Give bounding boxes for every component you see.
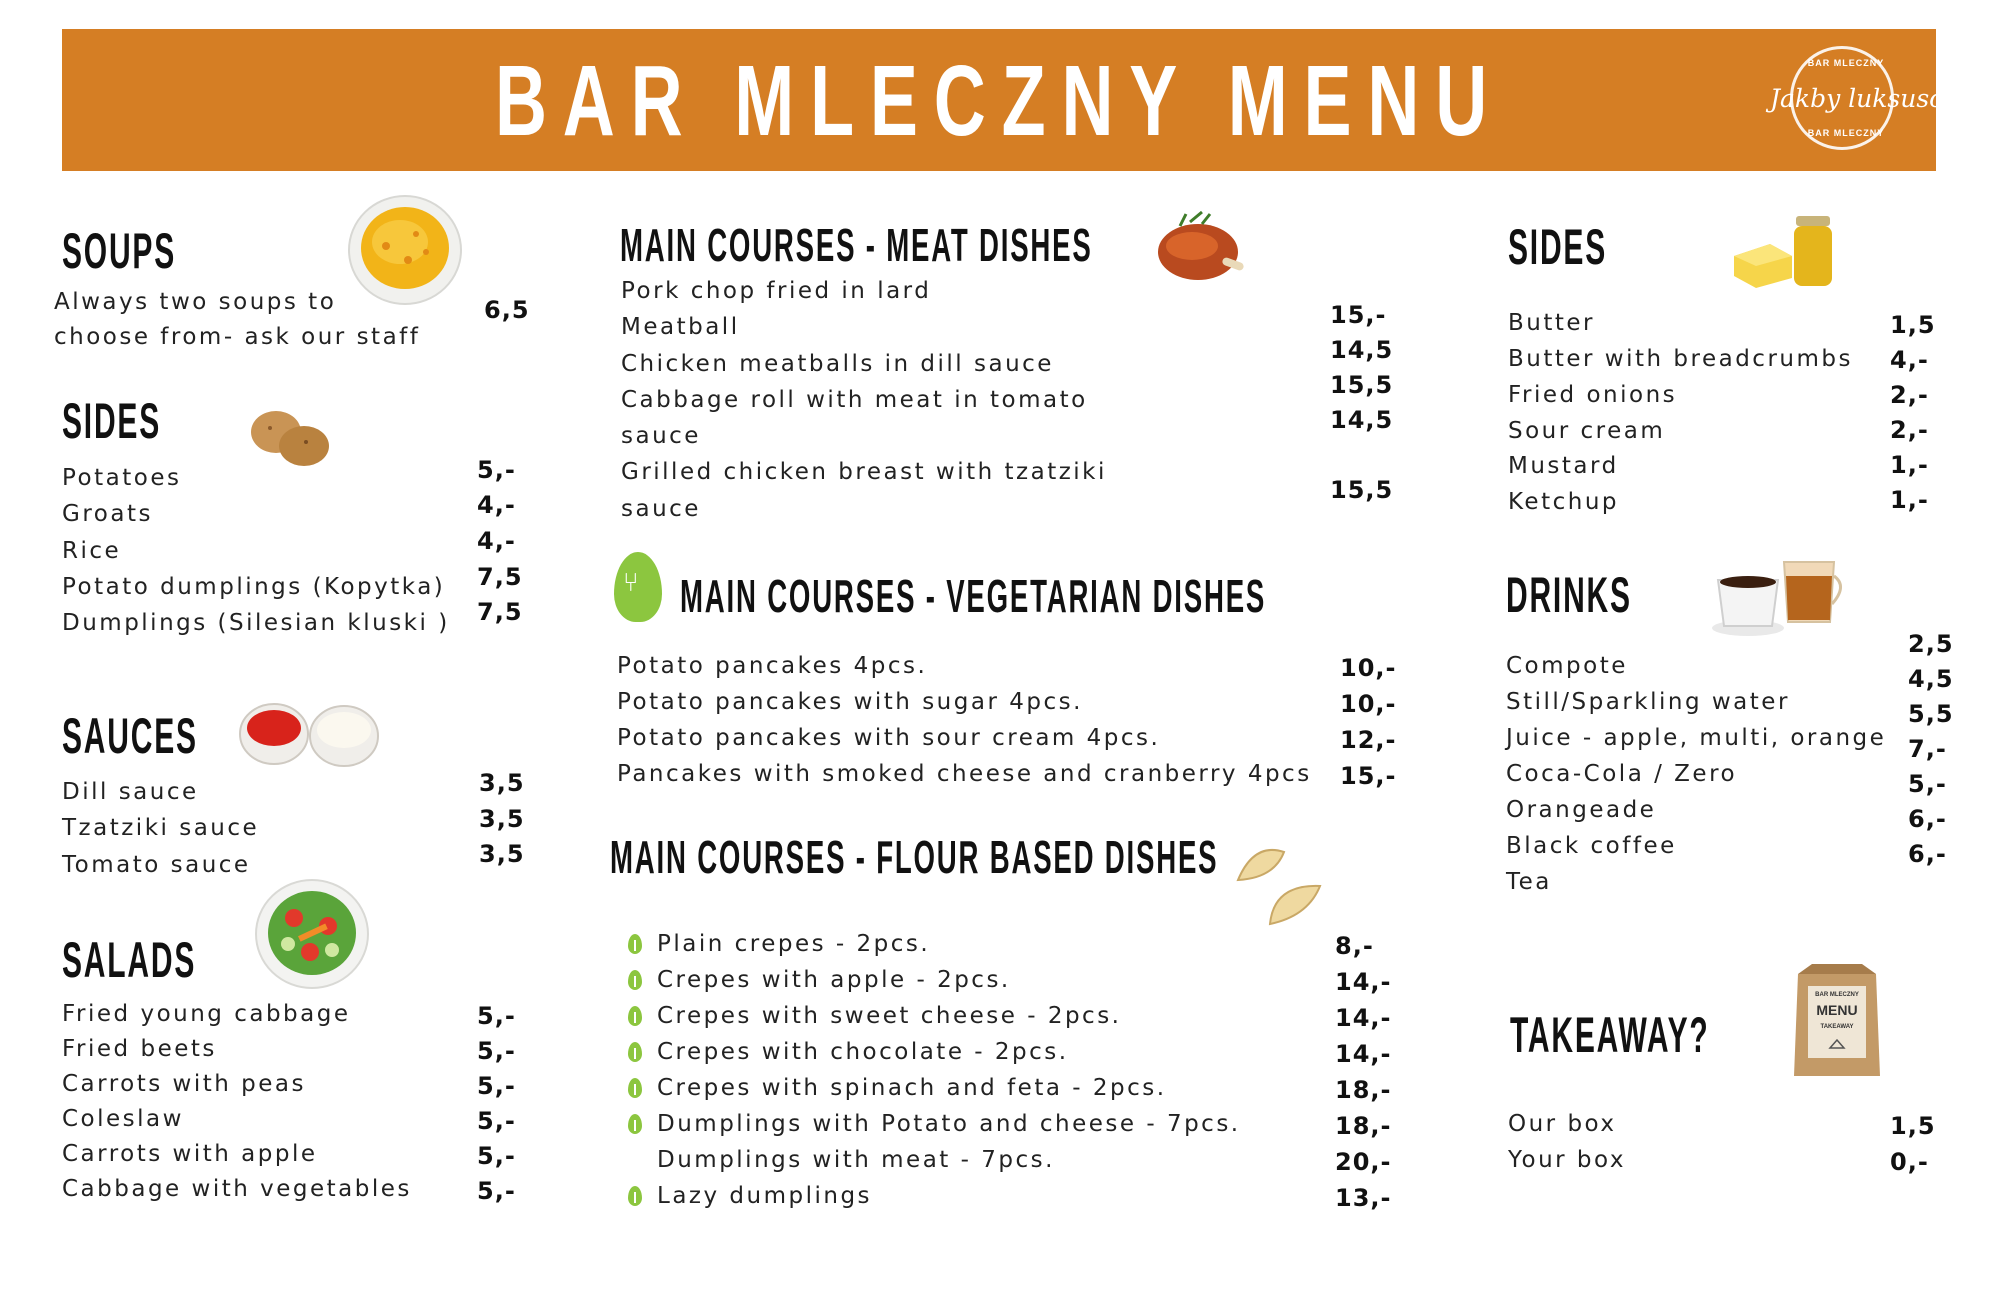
list-item-price: 5,- xyxy=(477,1072,516,1100)
list-item-price: 2,5 xyxy=(1908,630,1954,658)
list-item-price: 4,- xyxy=(477,491,516,519)
sauces-heading: SAUCES xyxy=(62,708,198,764)
list-item-price: 14,- xyxy=(1335,1040,1392,1068)
list-item: Our box xyxy=(1508,1111,1617,1137)
list-item: Crepes with sweet cheese - 2pcs. xyxy=(657,1003,1122,1029)
list-item-price: 6,- xyxy=(1908,805,1947,833)
sides-right-heading: SIDES xyxy=(1508,219,1608,275)
list-item: Lazy dumplings xyxy=(657,1183,873,1209)
list-item-price: 5,- xyxy=(477,1037,516,1065)
list-item: Potatoes xyxy=(62,465,182,491)
list-item: Potato pancakes with sugar 4pcs. xyxy=(617,689,1083,715)
flour-heading: MAIN COURSES - FLOUR BASED DISHES xyxy=(610,831,1219,883)
header-banner xyxy=(62,29,1981,171)
logo-top-text: BAR MLECZNY xyxy=(1807,58,1885,68)
list-item-price: 14,- xyxy=(1335,1004,1392,1032)
list-item: Fried beets xyxy=(62,1036,217,1062)
list-item: Crepes with apple - 2pcs. xyxy=(657,967,1011,993)
coffee-tea-cups-icon xyxy=(1710,552,1850,642)
soups-note-line-1: Always two soups to xyxy=(54,289,337,315)
list-item-price: 5,- xyxy=(477,1177,516,1205)
vegetarian-leaf-icon xyxy=(628,1186,642,1206)
list-item: Coleslaw xyxy=(62,1106,184,1132)
soups-heading: SOUPS xyxy=(62,223,177,279)
bag-label-takeaway: TAKEAWAY xyxy=(1820,1024,1854,1030)
list-item-price: 14,5 xyxy=(1330,336,1394,364)
list-item-price: 18,- xyxy=(1335,1076,1392,1104)
list-item-price: 7,5 xyxy=(477,598,523,626)
list-item-price: 7,5 xyxy=(477,563,523,591)
list-item: Juice - apple, multi, orange xyxy=(1506,725,1887,751)
list-item: Plain crepes - 2pcs. xyxy=(657,931,931,957)
salad-bowl-icon xyxy=(254,878,370,990)
vegetarian-leaf-icon xyxy=(628,1006,642,1026)
list-item: Still/Sparkling water xyxy=(1506,689,1790,715)
list-item-price: 20,- xyxy=(1335,1148,1392,1176)
vegetarian-leaf-icon xyxy=(628,934,642,954)
list-item-price: 18,- xyxy=(1335,1112,1392,1140)
soup-bowl-icon xyxy=(346,194,464,306)
list-item: Rice xyxy=(62,538,122,564)
sides-left-heading: SIDES xyxy=(62,393,162,449)
list-item: Groats xyxy=(62,501,153,527)
list-item: Dill sauce xyxy=(62,779,199,805)
list-item: Black coffee xyxy=(1506,833,1677,859)
list-item-price: 3,5 xyxy=(479,769,525,797)
list-item-price: 1,- xyxy=(1890,451,1929,479)
list-item-continuation: sauce xyxy=(621,423,701,449)
butter-mustard-icon xyxy=(1730,210,1838,290)
paper-bag-shape xyxy=(1792,962,1882,1080)
list-item: Your box xyxy=(1508,1147,1626,1173)
pierogi-icon xyxy=(1234,838,1326,930)
vegetarian-leaf-icon xyxy=(628,1042,642,1062)
list-item: Fried onions xyxy=(1508,382,1678,408)
list-item-price: 1,5 xyxy=(1890,311,1936,339)
list-item-price: 4,- xyxy=(1890,346,1929,374)
list-item: Cabbage roll with meat in tomato xyxy=(621,387,1088,413)
soups-note-line-2: choose from- ask our staff xyxy=(54,324,421,350)
list-item-price: 10,- xyxy=(1340,690,1397,718)
list-item-price: 14,5 xyxy=(1330,406,1394,434)
list-item-price: 1,5 xyxy=(1890,1112,1936,1140)
list-item-price: 13,- xyxy=(1335,1184,1392,1212)
list-item: Crepes with spinach and feta - 2pcs. xyxy=(657,1075,1167,1101)
list-item: Butter with breadcrumbs xyxy=(1508,346,1853,372)
list-item: Potato dumplings (Kopytka) xyxy=(62,574,446,600)
list-item-price: 5,- xyxy=(1908,770,1947,798)
list-item: Compote xyxy=(1506,653,1628,679)
list-item: Carrots with peas xyxy=(62,1071,306,1097)
chicken-leg-icon xyxy=(1150,210,1250,286)
list-item: Mustard xyxy=(1508,453,1619,479)
list-item-price: 5,- xyxy=(477,1142,516,1170)
vegetarian-heading: MAIN COURSES - VEGETARIAN DISHES xyxy=(680,570,1267,622)
list-item-price: 14,- xyxy=(1335,968,1392,996)
vegetarian-leaf-icon xyxy=(628,1114,642,1134)
list-item: Cabbage with vegetables xyxy=(62,1176,412,1202)
list-item-price: 0,- xyxy=(1890,1148,1929,1176)
list-item: Potato pancakes with sour cream 4pcs. xyxy=(617,725,1161,751)
list-item-price: 15,- xyxy=(1340,762,1397,790)
list-item-price: 5,- xyxy=(477,1002,516,1030)
list-item: Ketchup xyxy=(1508,489,1620,515)
list-item: Tomato sauce xyxy=(62,852,251,878)
list-item-price: 10,- xyxy=(1340,654,1397,682)
list-item-price: 15,5 xyxy=(1330,476,1394,504)
salads-heading: SALADS xyxy=(62,932,197,988)
list-item-price: 15,5 xyxy=(1330,371,1394,399)
vegetarian-leaf-icon xyxy=(628,970,642,990)
list-item: Crepes with chocolate - 2pcs. xyxy=(657,1039,1069,1065)
list-item: Meatball xyxy=(621,314,740,340)
vegetarian-leaf-icon xyxy=(614,552,662,622)
list-item: Tzatziki sauce xyxy=(62,815,260,841)
list-item-price: 1,- xyxy=(1890,486,1929,514)
list-item-price: 8,- xyxy=(1335,932,1374,960)
list-item-price: 12,- xyxy=(1340,726,1397,754)
bag-label-top: BAR MLECZNY xyxy=(1815,992,1859,998)
list-item-price: 4,- xyxy=(477,527,516,555)
list-item: Dumplings with Potato and cheese - 7pcs. xyxy=(657,1111,1241,1137)
list-item: Orangeade xyxy=(1506,797,1657,823)
list-item-price: 2,- xyxy=(1890,381,1929,409)
list-item: Butter xyxy=(1508,310,1595,336)
potatoes-icon xyxy=(246,400,332,472)
list-item: Grilled chicken breast with tzatziki xyxy=(621,459,1107,485)
soups-price: 6,5 xyxy=(484,296,530,324)
list-item-price: 6,- xyxy=(1908,840,1947,868)
list-item: Carrots with apple xyxy=(62,1141,318,1167)
meat-heading: MAIN COURSES - MEAT DISHES xyxy=(620,219,1093,271)
list-item: Dumplings (Silesian kluski ) xyxy=(62,610,450,636)
list-item: Dumplings with meat - 7pcs. xyxy=(657,1147,1055,1173)
sauce-bowls-icon xyxy=(238,694,382,768)
list-item: Pork chop fried in lard xyxy=(621,278,932,304)
list-item: Tea xyxy=(1506,869,1552,895)
menu-title: BAR MLECZNY MENU xyxy=(494,45,1504,157)
restaurant-logo xyxy=(1770,46,1981,152)
list-item: Potato pancakes 4pcs. xyxy=(617,653,928,679)
list-item-price: 4,5 xyxy=(1908,665,1954,693)
list-item: Fried young cabbage xyxy=(62,1001,351,1027)
takeaway-heading: TAKEAWAY? xyxy=(1510,1007,1710,1063)
logo-script-text: Jakby luksusowo xyxy=(1770,84,1981,113)
list-item-price: 3,5 xyxy=(479,840,525,868)
list-item-continuation: sauce xyxy=(621,496,701,522)
logo-bottom-text: BAR MLECZNY xyxy=(1807,128,1885,138)
vegetarian-leaf-icon xyxy=(628,1078,642,1098)
list-item-price: 5,5 xyxy=(1908,700,1954,728)
list-item-price: 5,- xyxy=(477,1107,516,1135)
list-item-price: 5,- xyxy=(477,456,516,484)
bag-label-menu: MENU xyxy=(1816,1002,1858,1018)
list-item-price: 2,- xyxy=(1890,416,1929,444)
list-item-price: 3,5 xyxy=(479,805,525,833)
drinks-heading: DRINKS xyxy=(1506,567,1632,623)
list-item: Coca-Cola / Zero xyxy=(1506,761,1738,787)
list-item-price: 7,- xyxy=(1908,735,1947,763)
list-item: Chicken meatballs in dill sauce xyxy=(621,351,1054,377)
paper-bag-icon xyxy=(1792,962,1882,1080)
list-item-price: 15,- xyxy=(1330,301,1387,329)
list-item: Pancakes with smoked cheese and cranberry 4pcs xyxy=(617,761,1312,787)
list-item: Sour cream xyxy=(1508,418,1666,444)
